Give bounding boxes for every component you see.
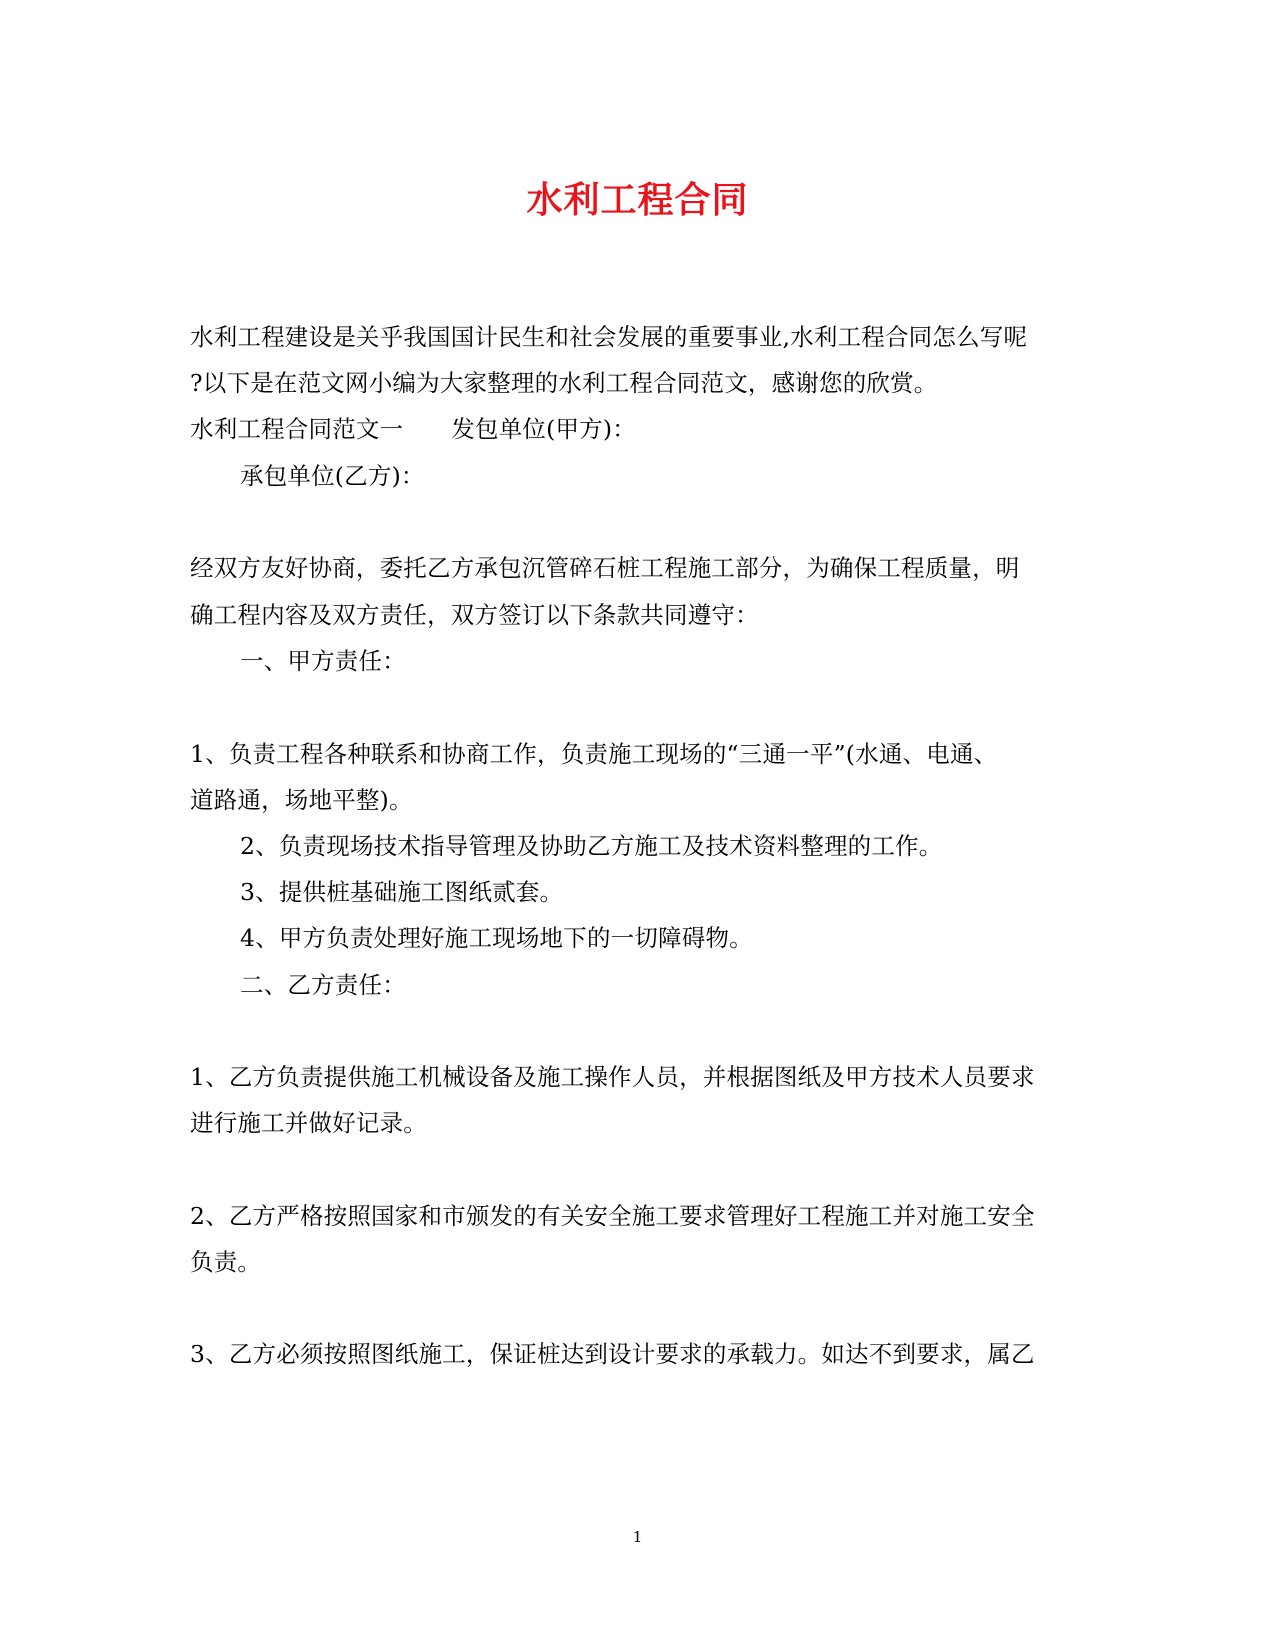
sample-header-line xyxy=(190,414,636,444)
s2-item2-line-2: 负责。 xyxy=(190,1248,262,1276)
section2-heading: 二、乙方责任： xyxy=(240,971,406,999)
preamble-line-1: 经双方友好协商，委托乙方承包沉管碎石桩工程施工部分，为确保工程质量，明 xyxy=(190,554,1020,582)
party-b-label: 承包单位(乙方)： xyxy=(240,462,425,490)
party-a-label: 发包单位(甲方)： xyxy=(451,415,636,443)
preamble-line-2: 确工程内容及双方责任，双方签订以下条款共同遵守： xyxy=(190,601,759,629)
page-number: 1 xyxy=(632,1528,643,1546)
sample-label: 水利工程合同范文一 xyxy=(190,415,404,443)
s2-item1-line-2: 进行施工并做好记录。 xyxy=(190,1109,427,1137)
s1-item4: 4、甲方负责处理好施工现场地下的一切障碍物。 xyxy=(240,924,753,952)
intro-line-1: 水利工程建设是关乎我国国计民生和社会发展的重要事业,水利工程合同怎么写呢 xyxy=(190,323,1028,351)
s2-item1-line-1: 1、乙方负责提供施工机械设备及施工操作人员，并根据图纸及甲方技术人员要求 xyxy=(190,1063,1035,1091)
s1-item1-line-1: 1、负责工程各种联系和协商工作，负责施工现场的“三通一平”(水通、电通、 xyxy=(190,740,998,768)
s1-item3: 3、提供桩基础施工图纸贰套。 xyxy=(240,878,564,906)
s2-item3-line-1: 3、乙方必须按照图纸施工，保证桩达到设计要求的承载力。如达不到要求，属乙 xyxy=(190,1340,1035,1368)
document-title: 水利工程合同 xyxy=(526,180,749,221)
s1-item1-line-2: 道路通，场地平整)。 xyxy=(190,786,413,814)
section1-heading: 一、甲方责任： xyxy=(240,647,406,675)
s2-item2-line-1: 2、乙方严格按照国家和市颁发的有关安全施工要求管理好工程施工并对施工安全 xyxy=(190,1202,1035,1230)
intro-line-2: ?以下是在范文网小编为大家整理的水利工程合同范文，感谢您的欣赏。 xyxy=(190,369,938,397)
s1-item2: 2、负责现场技术指导管理及协助乙方施工及技术资料整理的工作。 xyxy=(240,832,943,860)
